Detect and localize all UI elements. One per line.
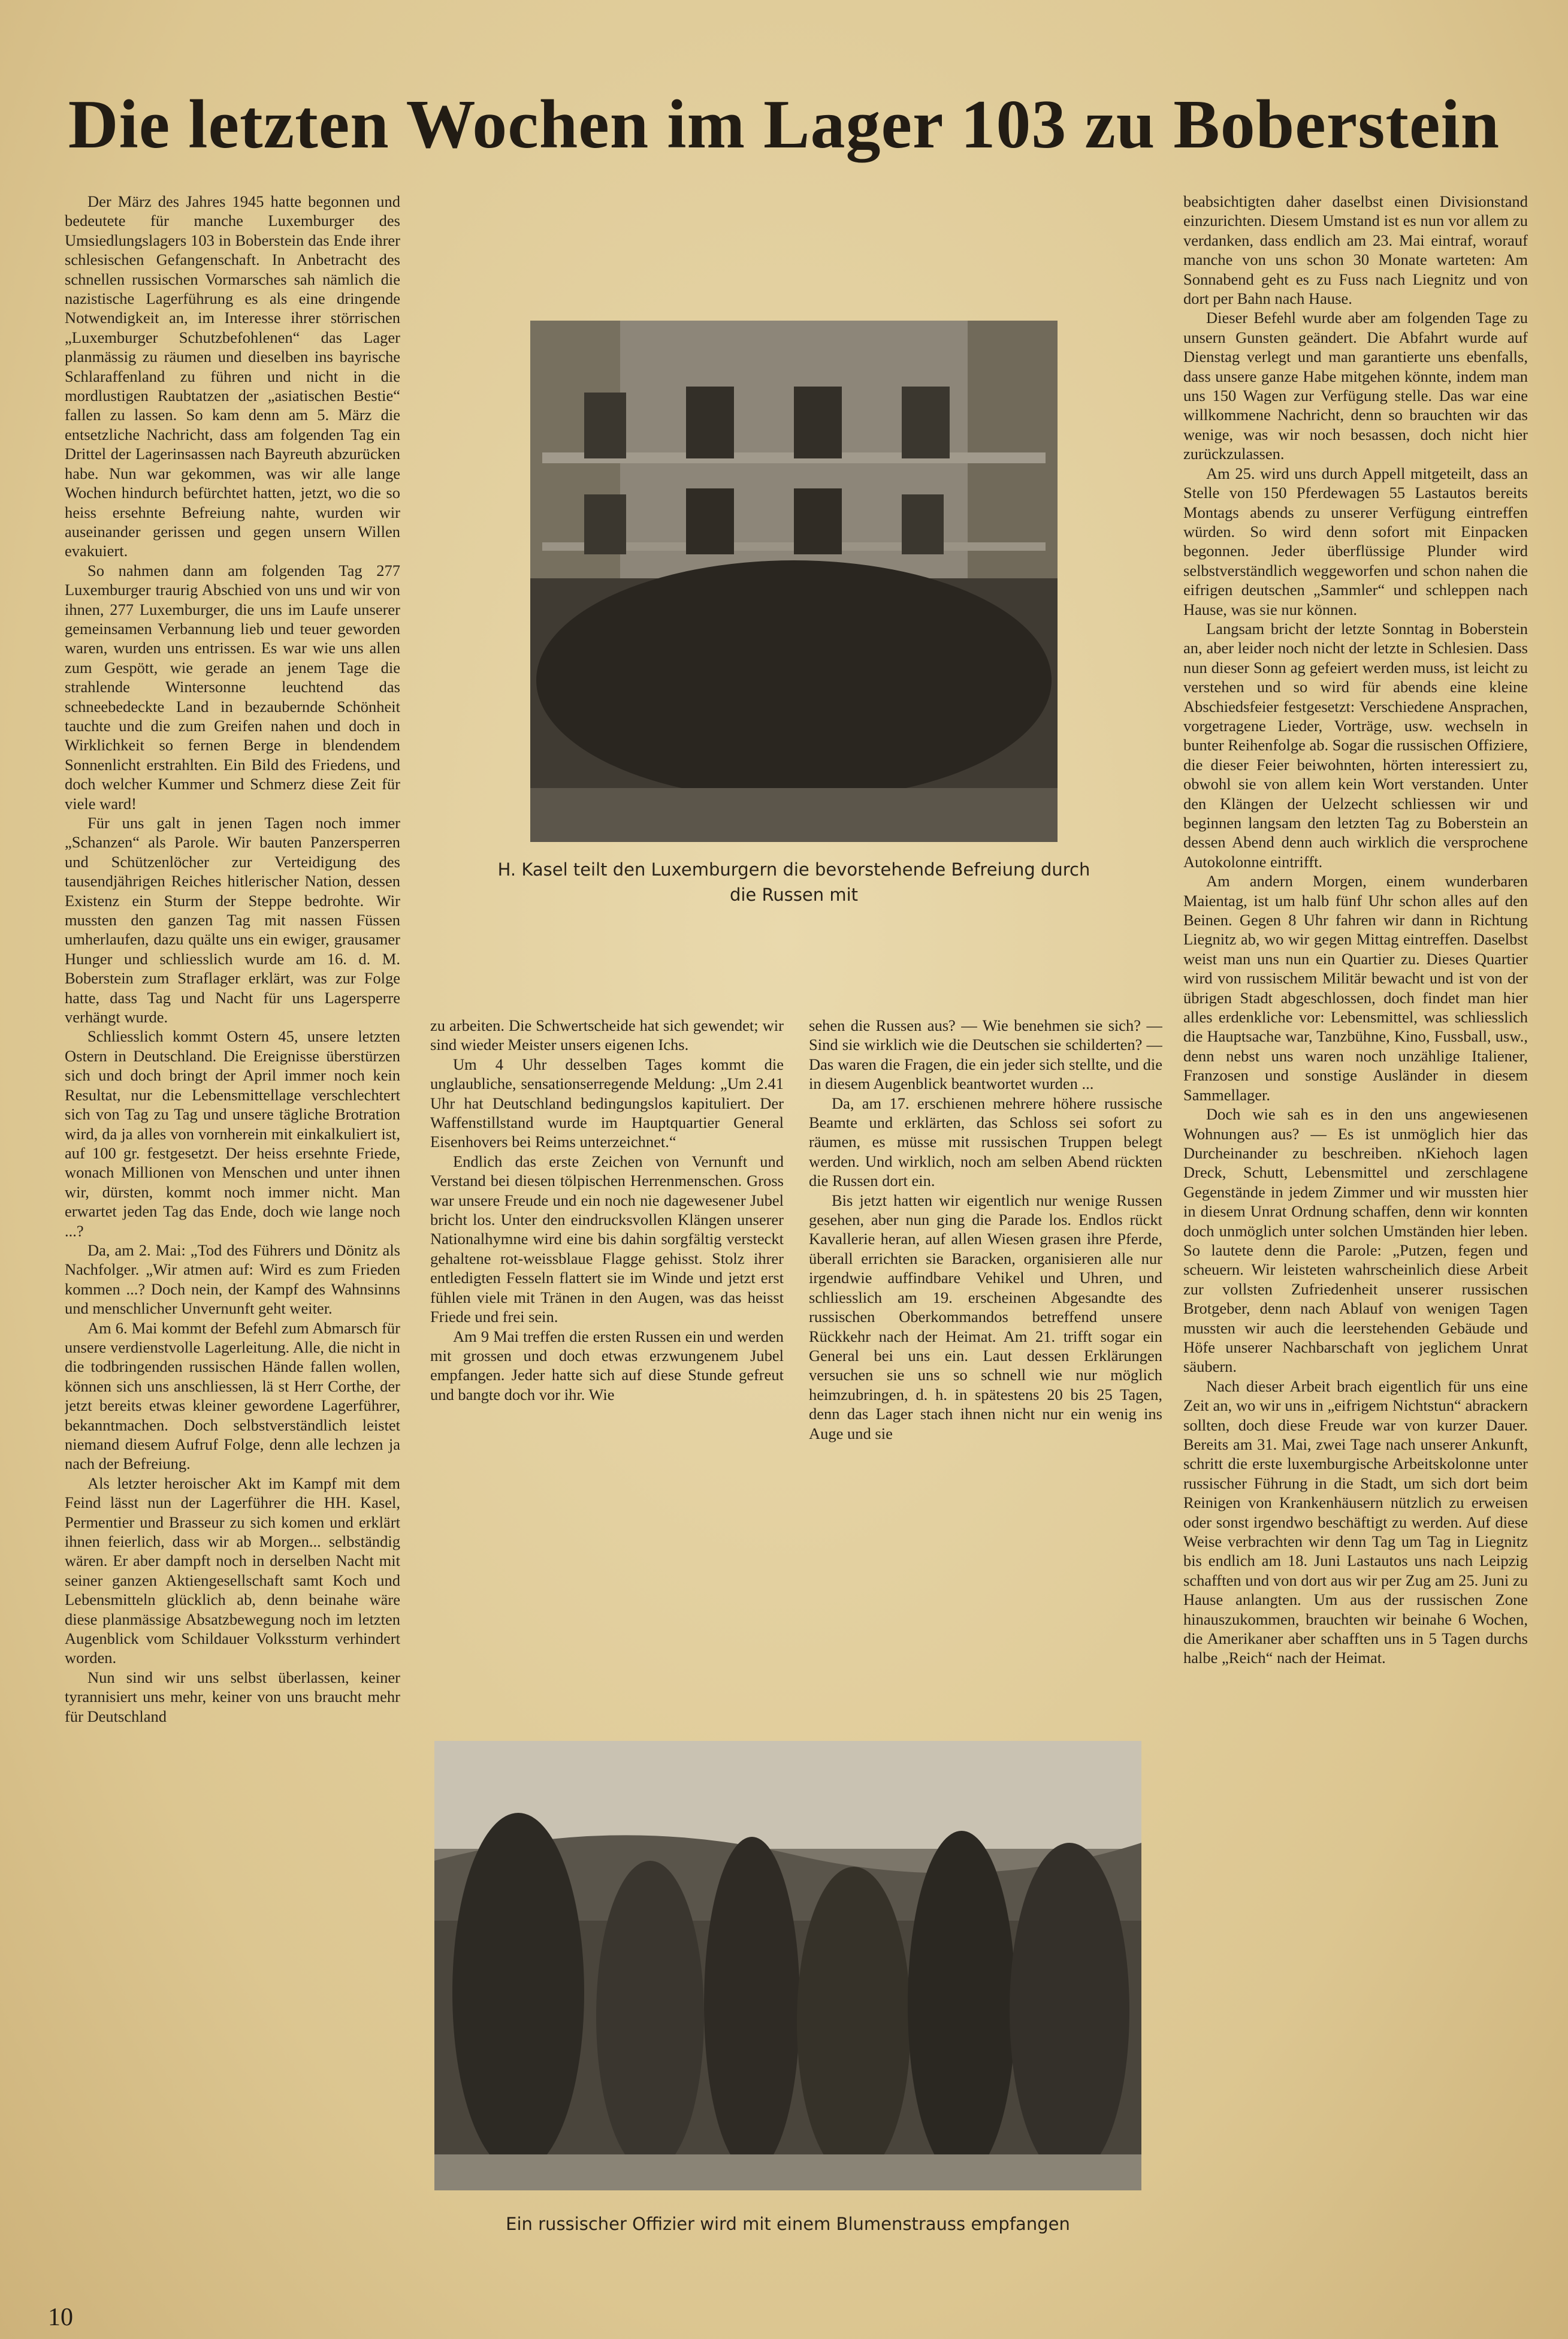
paragraph: Am 9 Mai treffen die ersten Russen ein und werden mit grossen und doch etwas erzwungenem Jubel empfangen. Jeder hatte sich auf diese Stunde gefreut und bangte doch vor ihr. Wie (430, 1327, 784, 1404)
paragraph: Bis jetzt hatten wir eigentlich nur wenige Russen gesehen, aber nun ging die Parade los. Endlos rückt Kavallerie heran, auf allen Wiesen grasen ihre Pferde, überall errichten sie Baracken, organisieren alle nur irgendwie auffindbare Vehikel und Uhren, und schliesslich am 19. erscheinen Abgesandte des russischen Oberkommandos betreffend unsere Rückkehr nach der Heimat. Am 21. trifft sogar ein General bei uns ein. Laut dessen Erklärungen versuchen sie uns so schnell wie nur möglich heimzubringen, d. h. in spätestens 20 bis 25 Tagen, denn das Lager stach ihnen nicht nur ein wenig ins Auge und sie (809, 1191, 1162, 1442)
paragraph: Da, am 2. Mai: „Tod des Führers und Dönitz als Nachfolger. „Wir atmen auf: Wird es zum Frieden kommen ...? Doch nein, der Kampf des Wahnsinns und menschlicher Unvernunft geht weiter. (65, 1241, 400, 1318)
paragraph: Am 25. wird uns durch Appell mitgeteilt, dass an Stelle von 150 Pferdewagen 55 Lastautos bereits Montags abends zu unserer Verfügung eintreffen würden. So wird denn sofort mit Einpacken begonnen. Jeder überflüssige Plunder wird selbstverständlich weggeworfen und schon nahen die eifrigen deutschen „Sammler“ und schleppen nach Hause, was sie nur können. (1183, 464, 1528, 618)
paragraph: Langsam bricht der letzte Sonntag in Boberstein an, aber leider noch nicht der letzte in Schlesien. Dass nun dieser Sonn ag gefeiert werden muss, ist leicht zu verstehen und so wird für abends eine kleine Abschiedsfeier festgesetzt: Verschiedene Ansprachen, vorgetragene Lieder, Vorträge, usw. wechseln in bunter Reihenfolge ab. Sogar die russischen Offiziere, die dieser Feier beiwohnten, hörten interessiert zu, obwohl sie von allem kein Wort verstanden. Unter den Klängen der Uelzecht schliessen wir und beginnen langsam den letzten Tag zu Boberstein an dessen Abend denn auch wirklich die versprochene Autokolonne eintrifft. (1183, 619, 1528, 871)
paragraph: Der März des Jahres 1945 hatte begonnen und bedeutete für manche Luxemburger des Umsiedlungslagers 103 in Boberstein das Ende ihrer schlesischen Gefangenschaft. In Anbetracht des schnellen russischen Vormarsches sah nämlich die nazistische Lagerführung es als eine dringende Notwendigkeit an, im Interesse ihrer störrischen „Luxemburger Schutzbefohlenen“ das Lager planmässig zu räumen und dieselben ins bayrische Schlaraffenland zu führen und nicht in die mordlustigen Raubtatzen der „asiatischen Bestie“ fallen zu lassen. So kam denn am 5. März die entsetzliche Nachricht, dass am folgenden Tag ein Drittel der Lagerinsassen nach Bayreuth abzurücken habe. Nun war gekommen, was wir alle lange Wochen hindurch befürchtet hatten, jetzt, wo die so heiss ersehnte Befreiung nahte, wurden wir auseinander gerissen und gegen unsern Willen evakuiert. (65, 192, 400, 560)
paragraph: Schliesslich kommt Ostern 45, unsere letzten Ostern in Deutschland. Die Ereignisse überstürzen sich und doch bringt der April immer noch kein Resultat, nur die Lebensmittellage verschlechtert sich von Tag zu Tag und unsere tägliche Brotration wird, da ja alles von vornherein mit einkalkuliert ist, auf 100 gr. festgesetzt. Der heiss ersehnte Friede, wonach Millionen von Menschen und unter ihnen wir, dürsten, kommt noch immer nicht. Man erwartet jeden Tag das Ende, doch wie lange noch ...? (65, 1027, 400, 1240)
paragraph: Endlich das erste Zeichen von Vernunft und Verstand bei diesen tölpischen Herrenmenschen. Gross war unsere Freude und ein noch nie dagewesener Jubel bricht los. Unter den eindrucksvollen Klängen unserer Nationalhymne wird eine bis dahin sorgfältig versteckt gehaltene rot-weissblaue Flagge gehisst. Stolz ihrer entledigten Fesseln flattert sie im Winde und jetzt erst fühlen viele mit Tränen in den Augen, was das heisst Friede und frei sein. (430, 1152, 784, 1326)
page-number: 10 (48, 2304, 73, 2331)
paragraph: zu arbeiten. Die Schwertscheide hat sich gewendet; wir sind wieder Meister unsers eigenen Ichs. (430, 1016, 784, 1054)
paragraph: Dieser Befehl wurde aber am folgenden Tage zu unsern Gunsten geändert. Die Abfahrt wurde auf Dienstag verlegt und man garantierte uns ebenfalls, dass unsere ganze Habe mitgehen könnte, indem man uns 150 Wagen zur Verfügung stelle. Das war eine willkommene Nachricht, denn so brauchten wir das wenige, was wir noch besassen, doch nicht hier zurückzulassen. (1183, 309, 1528, 463)
text-column-1 (65, 192, 400, 2247)
paragraph: beabsichtigten daher daselbst einen Divisionstand einzurichten. Diesem Umstand ist es nun vor allem zu verdanken, dass endlich am 23. Mai eintraf, worauf manche von uns schon 30 Monate warteten: Am Sonnabend geht es zu Fuss nach Liegnitz und von dort per Bahn nach Hause. (1183, 192, 1528, 308)
paragraph: Für uns galt in jenen Tagen noch immer „Schanzen“ als Parole. Wir bauten Panzersperren und Schützenlöcher zur Verteidigung des tausendjährigen Reiches hitlerischer Nation, dessen Existenz ein Sturm der Steppe bedrohte. Wir mussten den ganzen Tag mit nassen Füssen umherlaufen, dazu quälte uns ein ewiger, grausamer Hunger und schliesslich wurde am 16. d. M. Boberstein zum Straflager erklärt, was zur Folge hatte, dass Tag und Nacht für uns Lagersperre verhängt wurde. (65, 814, 400, 1027)
paragraph: Am 6. Mai kommt der Befehl zum Abmarsch für unsere verdienstvolle Lagerleitung. Alle, die nicht in die todbringenden russischen Hände fallen wollen, können sich uns anschliessen, lä st Herr Corthe, der jetzt bereits etwas kleiner gewordene Lagerführer, bekanntmachen. Doch selbstverständlich leistet niemand diesem Aufruf Folge, denn alle lechzen ja nach der Befreiung. (65, 1318, 400, 1473)
photo-building-crowd (530, 321, 1058, 842)
paragraph: Am andern Morgen, einem wunderbaren Maientag, ist um halb fünf Uhr schon alles auf den Beinen. Gegen 8 Uhr fahren wir dann in Richtung Liegnitz ab, wo wir gegen Mittag eintreffen. Daselbst weist man uns nun ein Quartier zu. Dieses Quartier wird von russischem Militär bewacht und ist von der übrigen Stadt abgeschlossen, doch findet man hier alles erdenkliche vor: Lebensmittel, was schliesslich die Hauptsache war, Tanzbühne, Kino, Fussball, usw., denn nebst uns waren noch unzählige Italiener, Franzosen und sonstige Ausländer in diesem Sammellager. (1183, 872, 1528, 1104)
article-title: Die letzten Wochen im Lager 103 zu Boberstein (68, 86, 1500, 163)
photo-caption: Ein russischer Offizier wird mit einem Blumenstrauss empfangen (506, 2214, 1070, 2234)
paragraph: Doch wie sah es in den uns angewiesenen Wohnungen aus? — Es ist unmöglich hier das Durcheinander zu beschreiben. nKiehoch lagen Dreck, Schutt, Lebensmittel und zerschlagene Gegenstände in jedem Zimmer und wir mussten hier in diesem Unrat Ordnung schaffen, denn wir konnten doch unmöglich unter solchen Umständen hier leben. So lautete denn die Parole: „Putzen, fegen und scheuern. Wir leisteten wahrscheinlich diese Arbeit zur vollsten Zufriedenheit unserer russischen Brotgeber, denn nach Ablauf von wenigen Tagen mussten wir auch die leerstehenden Gebäude und Höfe unserer Nachbarschaft von jeglichem Unrat säubern. (1183, 1105, 1528, 1376)
paragraph: Da, am 17. erschienen mehrere höhere russische Beamte und erklärten, das Schloss sei sofort zu räumen, es müsse mit russischen Truppen belegt werden. Und wirklich, noch am selben Abend rückten die Russen dort ein. (809, 1094, 1162, 1190)
paragraph: Um 4 Uhr desselben Tages kommt die unglaubliche, sensationserregende Meldung: „Um 2.41 Uhr hat Deutschland bedingungslos kapituliert. Der Waffenstillstand wurde im Hauptquartier General Eisenhovers bei Reims unterzeichnet.“ (430, 1055, 784, 1151)
text-column-3 (809, 1016, 1162, 1741)
paragraph: Nach dieser Arbeit brach eigentlich für uns eine Zeit an, wo wir uns in „eifrigem Nichtstun“ abrackern sollten, doch diese Freude war von kurzer Dauer. Bereits am 31. Mai, zwei Tage nach unserer Ankunft, schritt die erste luxemburgische Arbeitskolonne unter russischer Führung in die Stadt, um sich dort beim Reinigen von Krankenhäusern nützlich zu erweisen oder sonst irgendwo beschäftigt zu werden. Auf diese Weise verbrachten wir denn Tag um Tag in Liegnitz bis endlich am 18. Juni Lastautos uns nach Leipzig schafften und von dort aus wir per Zug am 25. Juni zu Hause anlangten. Um aus der russischen Zone hinauszukommen, brauchten wir beinahe 6 Wochen, die Amerikaner aber schafften uns in 5 Tagen durchs halbe „Reich“ nach der Heimat. (1183, 1377, 1528, 1667)
paragraph: So nahmen dann am folgenden Tag 277 Luxemburger traurig Abschied von uns und wir von ihnen, 277 Luxemburger, die uns im Laufe unserer gemeinsamen Verbannung lieb und teuer geworden waren, wurden uns entrissen. Es war wie uns allen zum Gespött, wie gerade an jenem Tage die strahlende Wintersonne leuchtend das schneebedeckte Land in bezaubernde Schönheit tauchte und die zum Greifen nahen und doch in Wirklichkeit so fernen Berge in blendendem Sonnenlicht erstrahlten. Ein Bild des Friedens, und doch welcher Kummer und Schmerz diese Zeit für viele ward! (65, 561, 400, 813)
paragraph: sehen die Russen aus? — Wie benehmen sie sich? — Sind sie wirklich wie die Deutschen sie schilderten? — Das waren die Fragen, die ein jeder sich stellte, und die in diesem Augenblick beantwortet wurden ... (809, 1016, 1162, 1093)
paragraph: Nun sind wir uns selbst überlassen, keiner tyrannisiert uns mehr, keiner von uns braucht mehr für Deutschland (65, 1668, 400, 1725)
paragraph: Als letzter heroischer Akt im Kampf mit dem Feind lässt nun der Lagerführer die HH. Kasel, Permentier und Brasseur zu sich komen und erklärt ihnen feierlich, dass wir ab Morgen... selbständig wären. Er aber dampft noch in derselben Nacht mit seiner ganzen Aktiengesellschaft samt Koch und Lebensmitteln glücklich ab, denn beinahe wäre diese planmässige Absatzbewegung noch im letzten Augenblick vom Schildauer Volkssturm verhindert worden. (65, 1474, 400, 1667)
text-column-2 (430, 1016, 784, 1741)
photo-officer-flowers (434, 1741, 1141, 2190)
text-column-4 (1183, 192, 1528, 2247)
photo-caption: H. Kasel teilt den Luxemburgern die bevorstehende Befreiung durch die Russen mit (497, 859, 1090, 905)
